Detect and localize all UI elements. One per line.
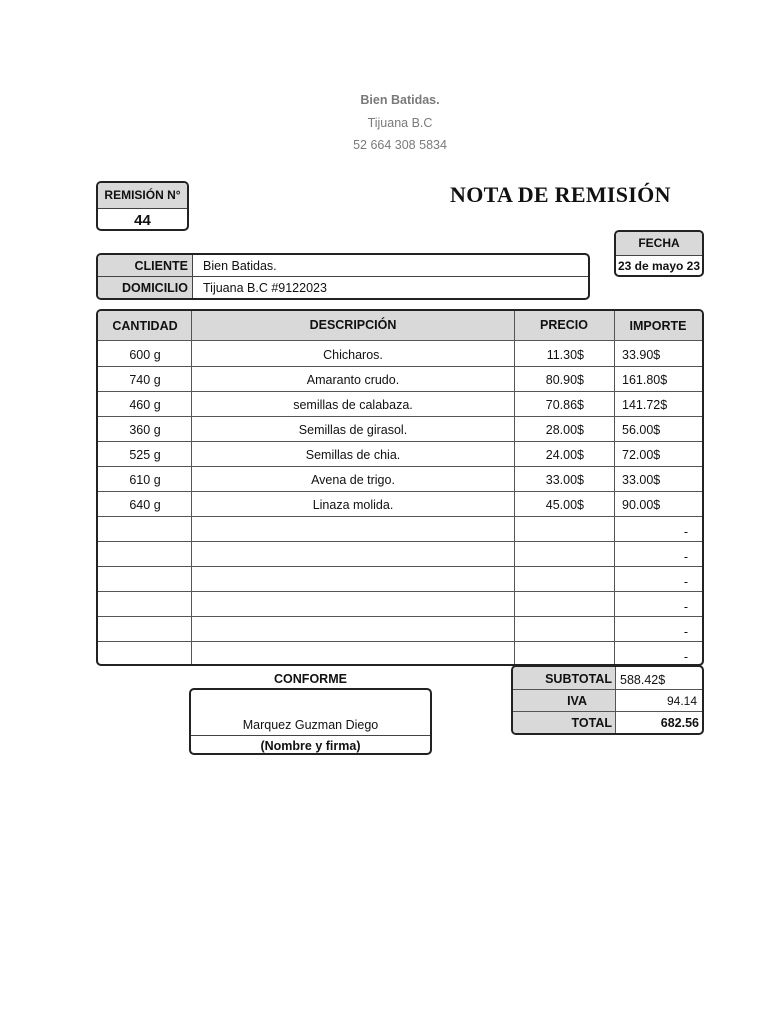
domicilio-value: Tijuana B.C #9122023 [203,281,327,295]
cell-descripcion: Amaranto crudo. [306,373,400,387]
cell-descripcion: semillas de calabaza. [293,398,413,412]
cell-importe: 72.00$ [622,448,661,462]
cell-descripcion: Avena de trigo. [311,473,395,487]
iva-value: 94.14 [666,694,697,708]
cell-importe: 141.72$ [622,398,668,412]
cell-importe: - [683,575,688,589]
cell-importe: - [683,625,688,639]
cell-precio: 80.90$ [545,373,584,387]
cell-descripcion: Semillas de chia. [305,448,401,462]
cell-precio: 24.00$ [545,448,584,462]
cell-cantidad: 740 g [129,373,161,387]
cell-cantidad: 525 g [129,448,161,462]
totals-box [511,665,704,735]
company-name: Bien Batidas. [360,93,440,107]
items-table [96,309,704,666]
cell-precio: 11.30$ [546,348,584,362]
table-row [98,541,702,566]
cell-descripcion: Chicharos. [323,348,383,362]
signature-box [189,688,432,755]
table-row [98,466,702,491]
cell-precio: 28.00$ [545,423,584,437]
cell-importe: - [683,600,688,614]
cliente-box [96,253,590,300]
cell-cantidad: 460 g [129,398,161,412]
header-cantidad: CANTIDAD [112,319,178,333]
total-value: 682.56 [660,716,699,730]
cell-precio: 70.86$ [545,398,584,412]
fecha-value: 23 de mayo 23 [617,259,701,273]
cell-descripcion: Linaza molida. [312,498,394,512]
table-row [98,341,702,366]
table-row [98,416,702,441]
cell-cantidad: 640 g [129,498,161,512]
header-importe: IMPORTE [629,319,687,333]
remision-label: REMISIÓN N° [98,183,187,209]
remision-box [96,181,189,231]
cell-importe: 161.80$ [622,373,668,387]
cell-cantidad: 610 g [129,473,161,487]
remision-number: 44 [134,212,151,229]
subtotal-value: 588.42$ [620,673,666,687]
document-title: NOTA DE REMISIÓN [450,182,671,207]
fecha-label: FECHA [616,232,702,256]
cell-precio: 33.00$ [545,473,584,487]
cell-importe: - [683,550,688,564]
cliente-label: CLIENTE [134,259,188,273]
cell-descripcion: Semillas de girasol. [298,423,408,437]
table-row [98,591,702,616]
table-row [98,516,702,541]
signature-caption: (Nombre y firma) [260,739,361,753]
table-row [98,366,702,391]
cell-importe: - [683,525,688,539]
cell-precio: 45.00$ [545,498,584,512]
domicilio-label: DOMICILIO [122,281,188,295]
total-label: TOTAL [571,716,612,730]
cell-cantidad: 600 g [129,348,161,362]
cell-importe: 33.90$ [622,348,661,362]
fecha-box [614,230,704,277]
table-body [98,341,702,664]
table-row [98,491,702,516]
cell-cantidad: 360 g [129,423,161,437]
cliente-value: Bien Batidas. [203,259,277,273]
company-phone: 52 664 308 5834 [353,138,447,152]
cell-importe: 90.00$ [622,498,661,512]
table-row [98,391,702,416]
table-row [98,641,702,664]
table-row [98,616,702,641]
header-precio: PRECIO [540,318,588,332]
cell-importe: 56.00$ [622,423,661,437]
iva-label: IVA [567,694,587,708]
table-row [98,441,702,466]
conforme-label: CONFORME [274,672,347,686]
subtotal-label: SUBTOTAL [545,672,612,686]
table-row [98,566,702,591]
company-city: Tijuana B.C [367,116,433,130]
cell-importe: 33.00$ [622,473,661,487]
signer-name: Marquez Guzman Diego [242,718,379,732]
cell-importe: - [683,650,688,664]
header-descripcion: DESCRIPCIÓN [309,318,397,332]
